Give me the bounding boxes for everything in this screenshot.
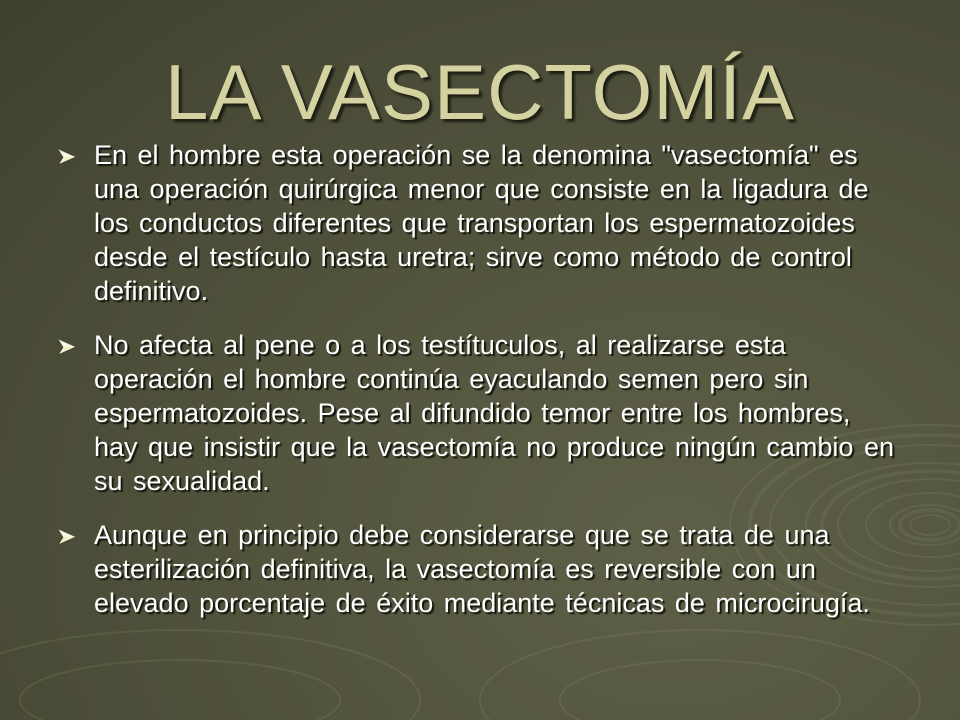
slide-title: LA VASECTOMÍA [165,48,795,136]
bullet-text: En el hombre esta operación se la denomina "vasectomía" es una operación quirúrgica menor que consiste en la ligadura de los conductos diferentes que transportan los espermatozoides desde el testículo hasta uretra; sirve como método de control definitivo. [94,140,869,306]
bullet-text: No afecta al pene o a los testítuculos, al realizarse esta operación el hombre continúa eyaculando semen pero sin espermatozoides. Pese al difundido temor entre los hombres, hay que insistir que la vasectomía no produce ningún cambio en su sexualidad. [94,330,894,496]
bullet-item [58,138,898,308]
arrowhead-bullet-icon [58,339,76,355]
arrowhead-bullet-icon [58,529,76,545]
bullet-item [58,518,898,620]
bullet-item [58,328,898,498]
bullet-text: Aunque en principio debe considerarse que se trata de una esterilización definitiva, la vasectomía es reversible con un elevado porcentaje de éxito mediante técnicas de microcirugía. [94,520,870,618]
arrowhead-bullet-icon [58,149,76,165]
bullet-list [58,138,898,640]
